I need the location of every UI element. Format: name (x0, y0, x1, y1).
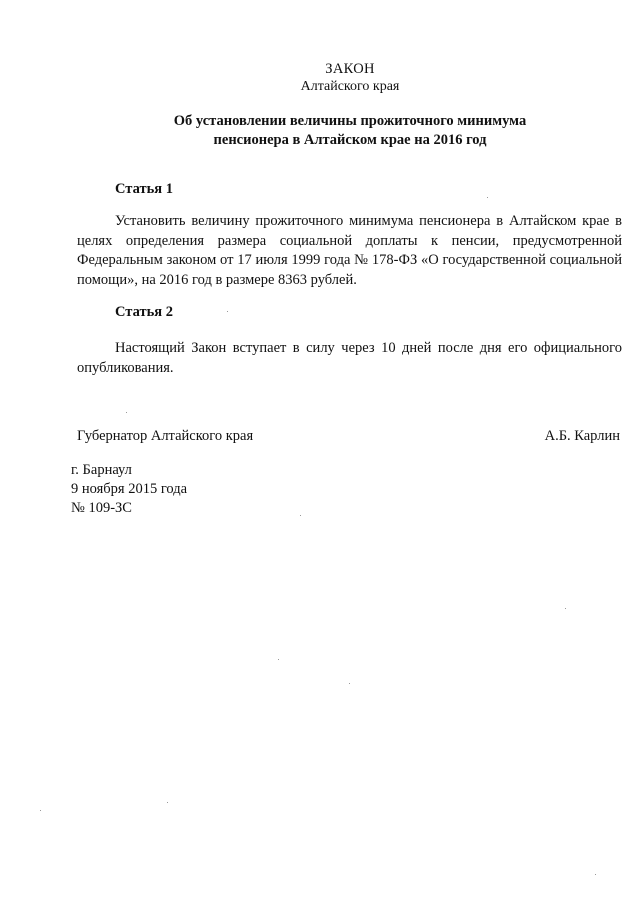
article-2-heading: Статья 2 (115, 304, 173, 320)
title-line-2: пенсионера в Алтайском крае на 2016 год (213, 132, 487, 148)
law-number: № 109-ЗС (71, 500, 132, 516)
signatory-position: Губернатор Алтайского края (77, 428, 254, 444)
scan-speck (278, 659, 279, 660)
document-type: ЗАКОН (325, 61, 375, 77)
adoption-date: 9 ноября 2015 года (71, 481, 188, 497)
article-1-heading: Статья 1 (115, 181, 173, 197)
document-title (0, 112, 640, 150)
scan-speck (126, 412, 127, 413)
document-subject: Алтайского края (300, 79, 400, 94)
scan-speck (167, 802, 168, 803)
signatory-name: А.Б. Карлин (544, 428, 620, 444)
scan-speck (487, 197, 488, 198)
scan-speck (227, 311, 228, 312)
scan-speck (349, 683, 350, 684)
title-line-1: Об установлении величины прожиточного минимума (173, 113, 527, 129)
scan-speck (565, 608, 566, 609)
scan-speck (40, 810, 41, 811)
article-1-text: Установить величину прожиточного минимума пенсионера в Алтайском крае в целях определения размера социальной доплаты к пенсии, предусмотренной Федеральным законом от 17 июля 1999 года № 178-ФЗ «О государственной социальной помощи», на 2016 год в размере 8363 рублей. (77, 213, 622, 288)
scan-speck (595, 874, 596, 875)
adoption-city: г. Барнаул (71, 462, 132, 478)
article-2-text: Настоящий Закон вступает в силу через 10 дней после дня его официального опубликования. (77, 340, 622, 376)
scan-speck (300, 515, 301, 516)
